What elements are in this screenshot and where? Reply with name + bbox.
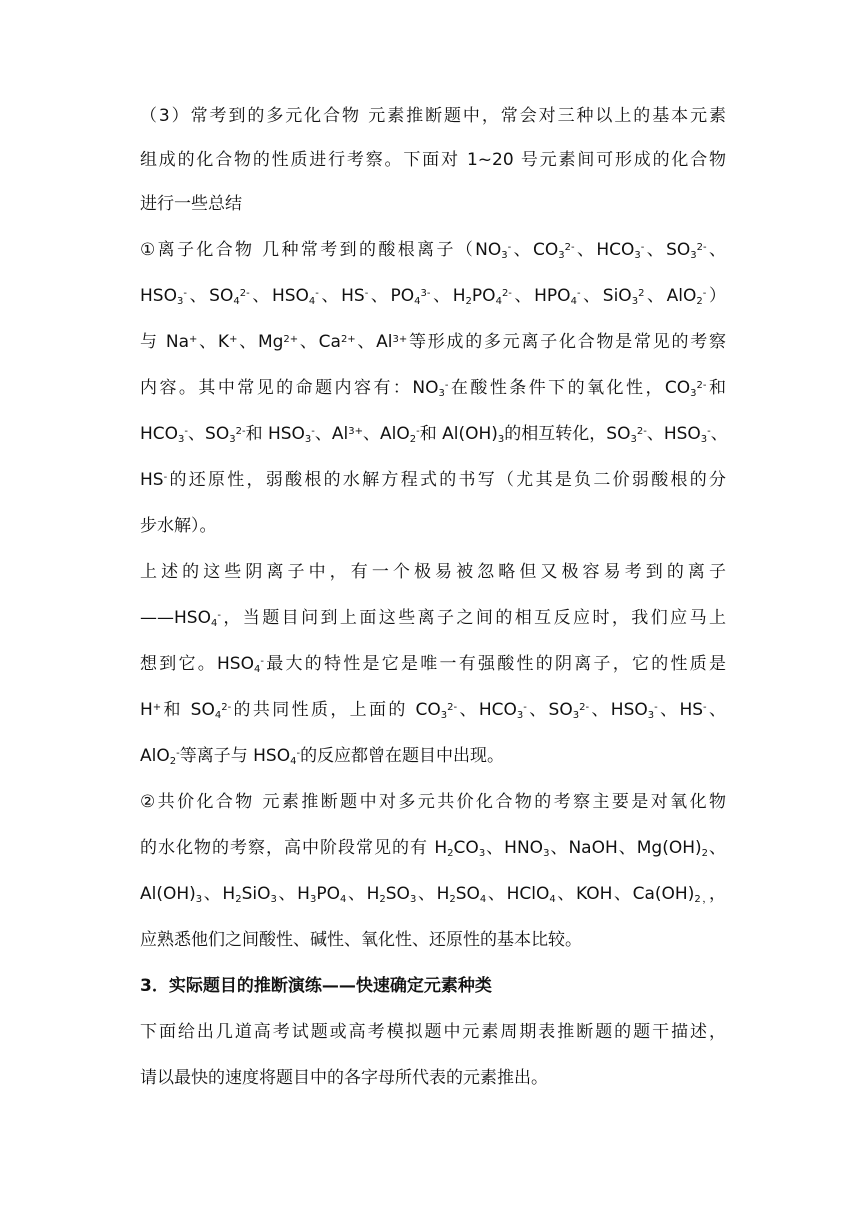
- subscript-text: 2: [696, 296, 703, 307]
- supscript-text: 2-: [696, 241, 707, 253]
- supscript-text: -: [507, 241, 512, 253]
- supscript-text: -: [707, 425, 711, 437]
- text-run: 请以最快的速度将题目中的各字母所代表的元素推出。: [140, 1068, 548, 1088]
- text-run: 内容。其中常见的命题内容有：NO: [140, 378, 439, 398]
- text-run: 、: [708, 838, 727, 858]
- text-run: 3．实际题目的推断演练——快速确定元素种类: [140, 976, 492, 996]
- text-run: 、SO: [186, 286, 234, 306]
- text-run: HCO: [140, 424, 179, 444]
- text-run: 上述的这些阴离子中，有一个极易被忽略但又极容易考到的离子: [140, 562, 726, 582]
- subscript-text: 4: [495, 296, 502, 307]
- supscript-text: 2-: [696, 379, 707, 391]
- supscript-text: -: [364, 287, 369, 299]
- text-run: 、H: [202, 884, 236, 904]
- subscript-text: 2: [449, 894, 456, 905]
- text-run: 、SO: [526, 700, 573, 720]
- text-run: 等形成的多元离子化合物是常见的考察: [407, 332, 726, 352]
- supscript-text: 2+: [340, 333, 356, 345]
- text-run: 、HNO: [485, 838, 544, 858]
- subscript-text: 3: [438, 388, 445, 399]
- subscript-text: 4: [414, 296, 421, 307]
- subscript-text: 3: [700, 434, 708, 445]
- text-run: ——HSO: [140, 608, 211, 628]
- paragraph-line: [140, 606, 726, 630]
- text-run: 和 SO: [161, 700, 215, 720]
- supscript-text: +: [152, 701, 162, 713]
- supscript-text: 2-: [564, 241, 575, 253]
- supscript-text: -: [296, 747, 301, 759]
- subscript-text: 2: [169, 756, 177, 767]
- subscript-text: 3: [572, 710, 580, 721]
- supscript-text: 2-: [447, 701, 458, 713]
- supscript-text: -: [702, 287, 707, 299]
- supscript-text: 3+: [392, 333, 408, 345]
- subscript-text: 4: [214, 710, 222, 721]
- text-run: 、HS: [657, 700, 704, 720]
- subscript-text: 3: [195, 894, 203, 905]
- paragraph-line: [140, 928, 726, 952]
- text-run: 和 HSO: [245, 424, 305, 444]
- subscript-text: 3: [630, 434, 637, 445]
- supscript-text: -: [654, 701, 658, 713]
- subscript-text: 3: [516, 710, 524, 721]
- subscript-text: 4: [308, 296, 316, 307]
- text-run: 、AlO: [644, 286, 697, 306]
- paragraph-line: [140, 104, 726, 128]
- subscript-text: 4: [210, 618, 218, 629]
- text-run: 、HSO: [249, 286, 309, 306]
- supscript-text: -: [444, 379, 449, 391]
- text-run: 、CO: [511, 240, 559, 260]
- text-run: 、HS: [318, 286, 365, 306]
- paragraph-line: [140, 422, 726, 446]
- paragraph-line: [140, 192, 726, 216]
- text-run: 和 Al(OH): [419, 424, 498, 444]
- paragraph-line: [140, 836, 726, 860]
- subscript-text: 4: [570, 296, 577, 307]
- supscript-text: -: [183, 287, 187, 299]
- subscript-text: 3: [634, 250, 641, 261]
- supscript-text: +: [229, 333, 238, 345]
- text-run: 步水解）。: [140, 516, 217, 536]
- supscript-text: -: [703, 701, 707, 713]
- text-run: 、K: [197, 332, 230, 352]
- supscript-text: -: [523, 701, 527, 713]
- subscript-text: 2: [379, 894, 386, 905]
- supscript-text: -: [416, 425, 420, 437]
- text-run: SiO: [241, 884, 271, 904]
- text-run: 、: [710, 424, 728, 444]
- text-run: ①离子化合物 几种常考到的酸根离子（NO: [140, 240, 502, 260]
- text-run: 、HClO: [486, 884, 550, 904]
- paragraph-line: [140, 652, 726, 676]
- text-run: 下面给出几道高考试题或高考模拟题中元素周期表推断题的题干描述，: [140, 1022, 726, 1042]
- text-run: 应熟悉他们之间酸性、碱性、氧化性、还原性的基本比较。: [140, 930, 582, 950]
- text-run: 、NaOH、Mg(OH): [549, 838, 702, 858]
- text-run: 、AlO: [363, 424, 410, 444]
- text-run: 、KOH、Ca(OH): [555, 884, 695, 904]
- text-run: 、SO: [188, 424, 230, 444]
- text-run: 、SO: [644, 240, 691, 260]
- subscript-text: 3: [690, 388, 697, 399]
- subscript-text: 3: [631, 296, 639, 307]
- subscript-text: 2: [447, 848, 454, 859]
- text-run: 的还原性，弱酸根的水解方程式的书写（尤其是负二价弱酸根的分: [167, 470, 726, 490]
- paragraph-line: [140, 514, 726, 538]
- supscript-text: 2-: [221, 701, 232, 713]
- paragraph-line: [140, 330, 726, 354]
- subscript-text: ，: [700, 894, 709, 905]
- supscript-text: +: [189, 333, 198, 345]
- text-run: 、HCO: [457, 700, 517, 720]
- text-run: Al(OH): [140, 884, 196, 904]
- text-run: 、HSO: [589, 700, 648, 720]
- supscript-text: 3-: [420, 287, 431, 299]
- subscript-text: 3: [440, 710, 448, 721]
- subscript-text: 4: [549, 894, 556, 905]
- supscript-text: -: [217, 609, 221, 621]
- paragraph-line: [140, 560, 726, 584]
- supscript-text: 2-: [235, 425, 246, 437]
- paragraph-line: [140, 468, 726, 492]
- subscript-text: 3: [229, 434, 236, 445]
- text-run: 想到它。HSO: [140, 654, 254, 674]
- text-run: 组成的化合物的性质进行考察。下面对 1~20 号元素间可形成的化合物: [140, 150, 726, 170]
- paragraph-line: [140, 1020, 726, 1044]
- text-run: PO: [316, 884, 340, 904]
- text-run: 的反应都曾在题目中出现。: [300, 746, 505, 766]
- supscript-text: 2-: [636, 425, 647, 437]
- supscript-text: -: [315, 287, 319, 299]
- subscript-text: 3: [478, 848, 486, 859]
- supscript-text: 2-: [239, 287, 250, 299]
- text-run: 、PO: [368, 286, 415, 306]
- text-run: （3）常考到的多元化合物 元素推断题中，常会对三种以上的基本元素: [140, 106, 726, 126]
- text-run: 、H: [416, 884, 450, 904]
- text-run: ，当题目问到上面这些离子之间的相互反应时，我们应马上: [220, 608, 726, 628]
- supscript-text: -: [184, 425, 189, 437]
- subscript-text: 2: [694, 894, 701, 905]
- paragraph-line: [140, 1066, 726, 1090]
- subscript-text: 3: [690, 250, 697, 261]
- text-run: 、Mg: [237, 332, 284, 352]
- text-run: SO: [385, 884, 410, 904]
- text-run: 、HPO: [511, 286, 571, 306]
- text-run: H: [140, 700, 153, 720]
- text-run: 与 Na: [140, 332, 190, 352]
- text-run: 、SiO: [580, 286, 632, 306]
- subscript-text: 4: [290, 756, 297, 767]
- text-run: 、H: [430, 286, 466, 306]
- text-run: 的相互转化，SO: [504, 424, 631, 444]
- text-run: 的共同性质，上面的 CO: [231, 700, 441, 720]
- subscript-text: 4: [233, 296, 240, 307]
- text-run: ）: [706, 286, 727, 306]
- supscript-text: -: [260, 655, 264, 667]
- text-run: ②共价化合物 元素推断题中对多元共价化合物的考察主要是对氧化物: [140, 792, 726, 812]
- text-run: SO: [455, 884, 480, 904]
- paragraph-line: [140, 376, 726, 400]
- supscript-text: 2: [638, 287, 645, 299]
- text-run: 、H: [346, 884, 380, 904]
- subscript-text: 3: [647, 710, 655, 721]
- subscript-text: 4: [479, 894, 487, 905]
- subscript-text: 3: [176, 296, 184, 307]
- subscript-text: 3: [178, 434, 185, 445]
- text-run: AlO: [140, 746, 170, 766]
- text-run: 、HCO: [574, 240, 635, 260]
- text-run: 、Al: [355, 332, 393, 352]
- text-run: 、H: [276, 884, 310, 904]
- text-run: 、HSO: [646, 424, 701, 444]
- text-run: 、: [706, 240, 726, 260]
- subscript-text: 3: [270, 894, 277, 905]
- text-run: ，: [709, 884, 726, 904]
- paragraph-line: [140, 744, 726, 768]
- subscript-text: 3: [304, 434, 312, 445]
- subscript-text: 3: [501, 250, 508, 261]
- subscript-text: 2: [409, 434, 417, 445]
- paragraph-line: [140, 882, 726, 906]
- subscript-text: 3: [558, 250, 565, 261]
- subscript-text: 3: [309, 894, 317, 905]
- subscript-text: 2: [701, 848, 709, 859]
- section-heading: [140, 974, 726, 998]
- text-run: 的水化物的考察，高中阶段常见的有 H: [140, 838, 448, 858]
- text-run: 、: [706, 700, 727, 720]
- supscript-text: 2+: [283, 333, 299, 345]
- text-run: 等离子与 HSO: [179, 746, 291, 766]
- subscript-text: 2: [465, 296, 472, 307]
- supscript-text: -: [576, 287, 581, 299]
- paragraph-line: [140, 698, 726, 722]
- supscript-text: -: [311, 425, 315, 437]
- supscript-text: 2-: [501, 287, 512, 299]
- subscript-text: 2: [235, 894, 242, 905]
- paragraph-line: [140, 238, 726, 262]
- supscript-text: -: [640, 241, 645, 253]
- subscript-text: 3: [543, 848, 550, 859]
- text-run: CO: [453, 838, 479, 858]
- text-run: PO: [471, 286, 496, 306]
- subscript-text: 3: [497, 434, 505, 445]
- text-run: HSO: [140, 286, 177, 306]
- subscript-text: 3: [409, 894, 417, 905]
- text-run: 、Ca: [298, 332, 341, 352]
- paragraph-line: [140, 790, 726, 814]
- paragraph-line: [140, 284, 726, 308]
- subscript-text: 4: [339, 894, 347, 905]
- paragraph-line: [140, 148, 726, 172]
- subscript-text: 4: [253, 664, 261, 675]
- supscript-text: -: [176, 747, 180, 759]
- supscript-text: 2-: [579, 701, 590, 713]
- text-run: 、Al: [314, 424, 349, 444]
- text-run: 最大的特性是它是唯一有强酸性的阴离子，它的性质是: [263, 654, 726, 674]
- text-run: 和: [706, 378, 726, 398]
- supscript-text: -: [163, 471, 168, 483]
- text-run: 在酸性条件下的氧化性，CO: [448, 378, 691, 398]
- text-run: HS: [140, 470, 164, 490]
- supscript-text: 3+: [348, 425, 364, 437]
- text-run: 进行一些总结: [140, 194, 242, 214]
